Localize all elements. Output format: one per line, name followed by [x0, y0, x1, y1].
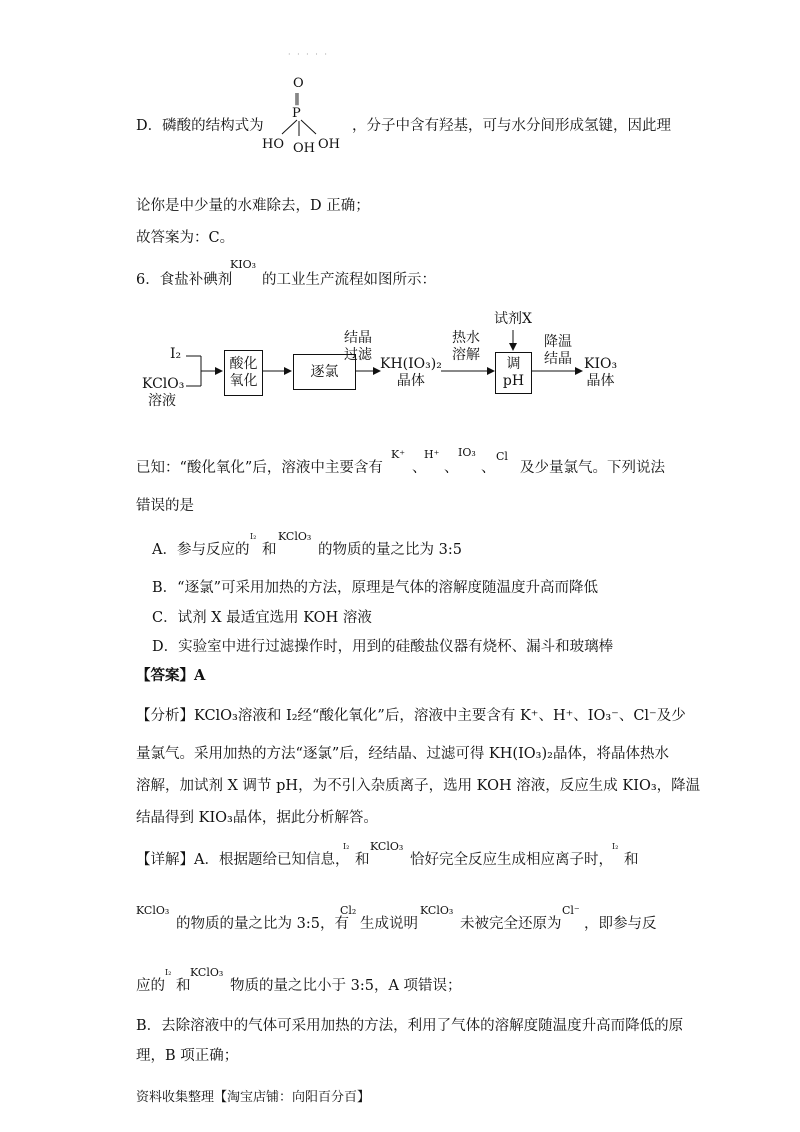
detail-l2-cl: Cl⁻: [562, 904, 580, 917]
structure-p: P: [292, 106, 301, 121]
q6-known-post: 及少量氯气。下列说法: [520, 460, 665, 476]
detail-b-line1: B．去除溶液中的气体可采用加热的方法，利用了气体的溶解度随温度升高而降低的原: [136, 1018, 684, 1034]
flow-input-kclo3: KClO₃: [142, 376, 185, 392]
box3-line1: 调: [506, 356, 521, 372]
detail-l1-and2: 和: [624, 852, 639, 868]
box2-label: 逐氯: [310, 363, 339, 380]
structure-o: O: [293, 76, 304, 91]
detail-l2-mid: 的物质的量之比为 3:5，有: [176, 916, 349, 932]
intermediate-label: 晶体: [396, 373, 425, 389]
q6-stem-pre: 6．食盐补碘剂: [136, 272, 233, 288]
flow-step2: [448, 330, 484, 364]
detail-l1-and: 和: [355, 852, 370, 868]
structure-ho-left: HO: [262, 137, 284, 152]
structure-oh-right: OH: [318, 137, 340, 152]
box1-line1: 酸化: [229, 356, 258, 372]
q6-stem-post: 的工业生产流程如图所示：: [262, 272, 436, 288]
structure-oh-mid: OH: [293, 141, 315, 156]
item-d-cont: 论你是中少量的水难除去，D 正确；: [136, 198, 370, 214]
detail-l1-i2: I₂: [343, 842, 350, 851]
detail-l1-kclo3: KClO₃: [370, 840, 404, 853]
q6-answer: 【答案】A: [136, 667, 206, 684]
option-d: D．实验室中进行过滤操作时，用到的硅酸盐仪器有烧杯、漏斗和玻璃棒: [152, 639, 614, 655]
ion-k: K⁺: [391, 448, 406, 461]
flow-input-i2: I₂: [170, 346, 182, 362]
detail-l3-post: 物质的量之比小于 3:5，A 项错误；: [230, 978, 462, 994]
intermediate-formula: KH(IO₃)₂: [380, 356, 442, 372]
q6-known-pre: 已知：“酸化氧化”后，溶液中主要含有: [136, 460, 383, 476]
option-a-kclo3: KClO₃: [278, 530, 312, 543]
detail-l2-cl2: Cl₂: [340, 904, 357, 917]
detail-b-line2: 理，B 项正确；: [136, 1048, 239, 1064]
detail-l2-mid3: 未被完全还原为: [460, 916, 562, 932]
option-a-post: 的物质的量之比为 3:5: [318, 542, 462, 558]
ion-io3: IO₃: [458, 446, 476, 459]
detail-l2-kclo3b: KClO₃: [420, 904, 454, 917]
sep3: 、: [481, 460, 496, 476]
option-a-i2: I₂: [250, 532, 257, 541]
analysis-line2: 量氯气。采用加热的方法“逐氯”后，经结晶、过滤可得 KH(IO₃)₂晶体，将晶体热水: [136, 746, 669, 762]
flow-box-acidify-oxidize: [224, 350, 263, 396]
analysis-line4: 结晶得到 KIO₃晶体，据此分析解答。: [136, 810, 378, 826]
option-a-pre: A．参与反应的: [152, 542, 250, 558]
detail-l3-and: 和: [176, 978, 191, 994]
flow-box-adjust-ph: [495, 352, 532, 394]
detail-l1-mid: 恰好完全反应生成相应离子时，: [410, 852, 613, 868]
option-c: C．试剂 X 最适宜选用 KOH 溶液: [152, 610, 372, 626]
detail-l3-i2: I₂: [165, 968, 172, 977]
step2-line1: 热水: [452, 330, 480, 346]
item-d-label: D．磷酸的结构式为: [136, 118, 264, 134]
box3-line2: pH: [502, 373, 525, 389]
flow-input-solution: 溶液: [148, 393, 176, 409]
product-label: 晶体: [586, 373, 615, 389]
detail-l1-pre: 【详解】A．根据题给已知信息，: [136, 852, 350, 868]
option-a-and: 和: [262, 542, 277, 558]
product-formula: KIO₃: [584, 356, 618, 372]
analysis-line1: 【分析】KClO₃溶液和 I₂经“酸化氧化”后，溶液中主要含有 K⁺、H⁺、IO₃⁻、Cl⁻及少: [136, 708, 686, 724]
q6-stem-formula: KIO₃: [230, 258, 256, 271]
detail-l2-end: ，即参与反: [584, 916, 657, 932]
sep1: 、: [412, 460, 427, 476]
flow-step3: [540, 334, 576, 368]
flow-product: [584, 356, 617, 390]
detail-l2-kclo3: KClO₃: [136, 904, 170, 917]
sep2: 、: [444, 460, 459, 476]
answer-prev: 故答案为：C。: [136, 230, 235, 246]
analysis-line3: 溶解，加试剂 X 调节 pH，为不引入杂质离子，选用 KOH 溶液，反应生成 KIO₃，降温: [136, 778, 701, 794]
flow-intermediate: [380, 356, 442, 390]
box1-line2: 氧化: [229, 373, 258, 389]
step2-line2: 溶解: [452, 347, 480, 363]
flow-step1: [340, 330, 376, 364]
q6-known-cont: 错误的是: [136, 498, 194, 514]
structure-double-bond: ‖: [294, 91, 300, 105]
step1-line1: 结晶: [344, 330, 372, 346]
ion-cl: Cl: [496, 450, 508, 463]
step3-line1: 降温: [544, 334, 572, 350]
flow-reagent-x: 试剂X: [494, 311, 532, 327]
step3-line2: 结晶: [544, 351, 572, 367]
step1-line2: 过滤: [344, 347, 372, 363]
ion-h: H⁺: [424, 448, 440, 461]
option-b: B．“逐氯”可采用加热的方法，原理是气体的溶解度随温度升高而降低: [152, 580, 598, 596]
detail-l3-kclo3: KClO₃: [190, 966, 224, 979]
detail-l2-mid2: 生成说明: [360, 916, 418, 932]
detail-l3-pre: 应的: [136, 978, 165, 994]
header-dots: · · · · ·: [288, 50, 329, 59]
footer-source: 资料收集整理【淘宝店铺：向阳百分百】: [136, 1090, 371, 1105]
detail-l1-i2b: I₂: [612, 842, 619, 851]
item-d-tail: ，分子中含有羟基，可与水分间形成氢键，因此理: [352, 118, 671, 134]
